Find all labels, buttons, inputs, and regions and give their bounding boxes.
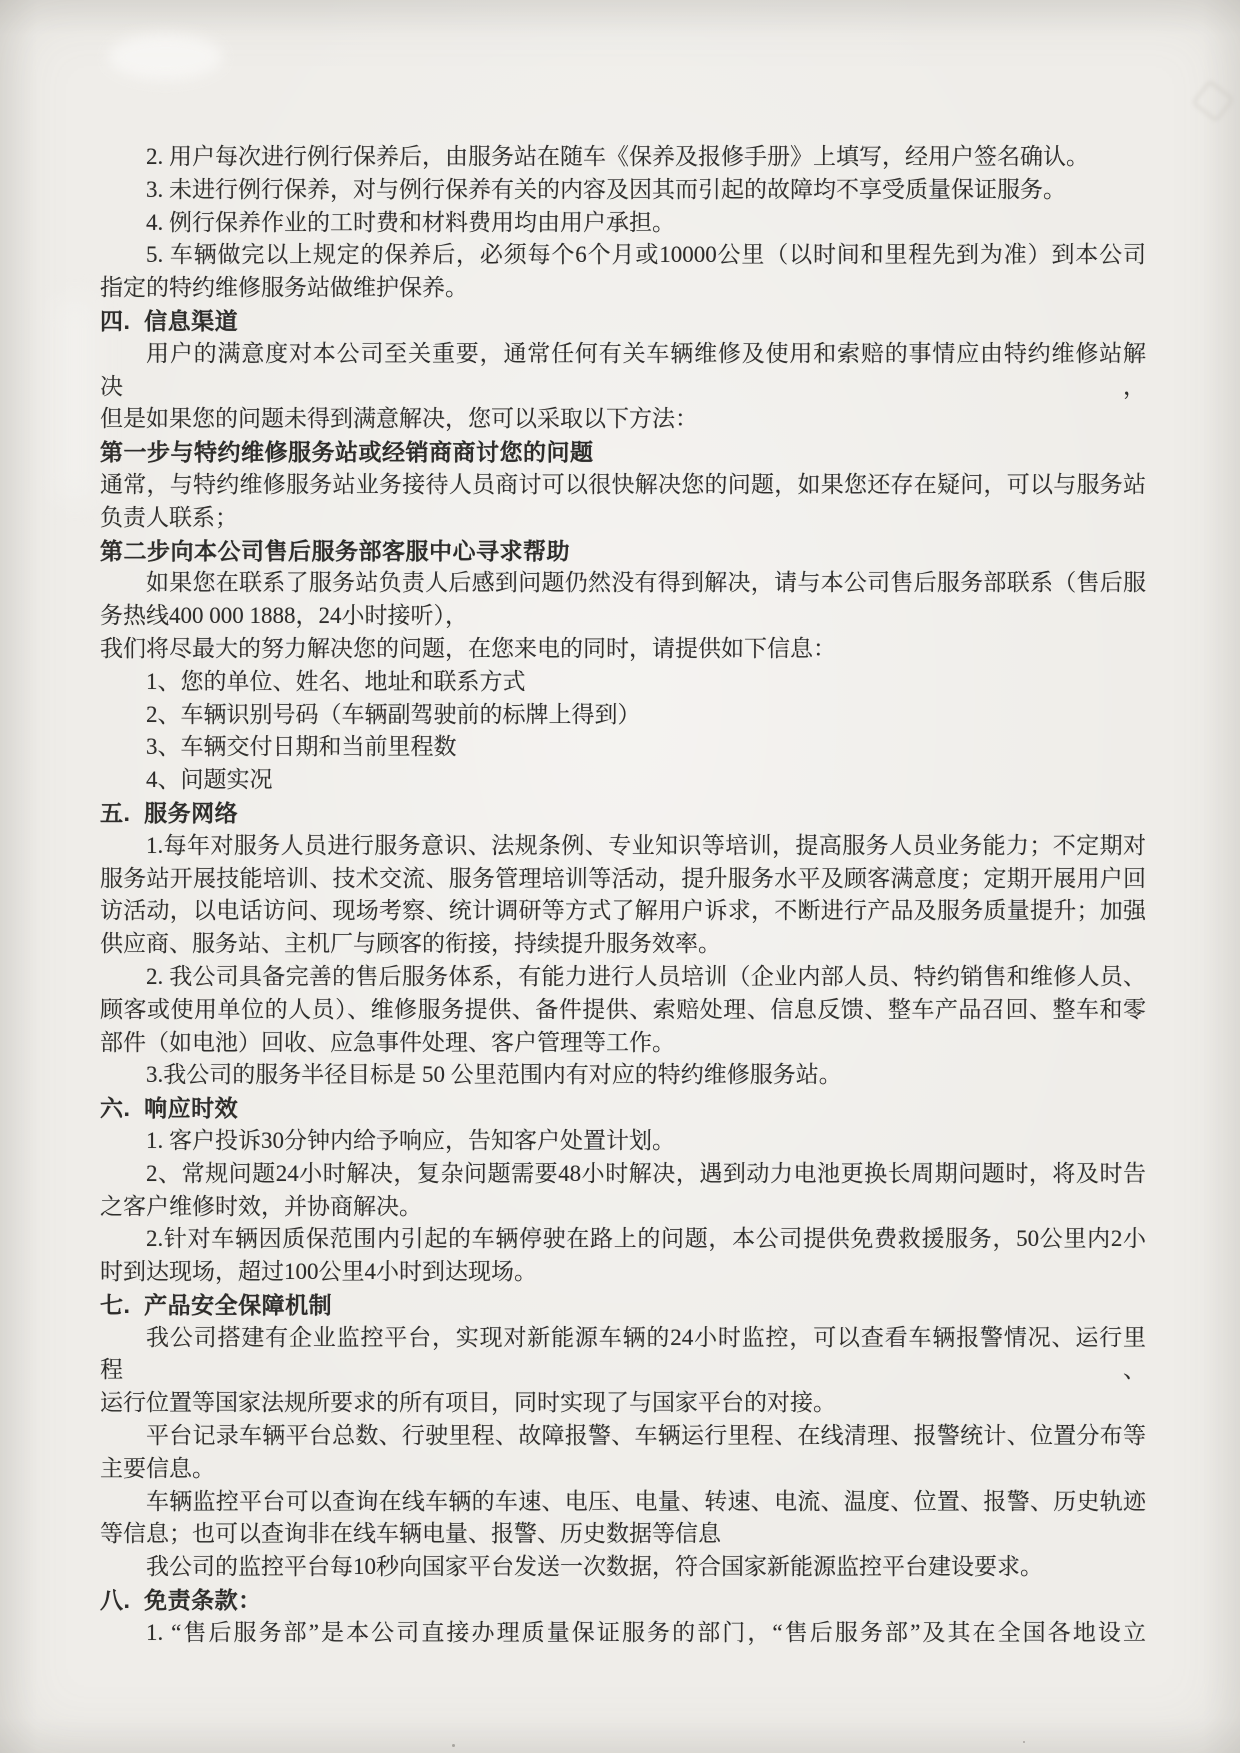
text-line: 3. 未进行例行保养，对与例行保养有关的内容及因其而引起的故障均不享受质量保证服务。 bbox=[146, 176, 1066, 202]
text-line: 2、常规问题24小时解决，复杂问题需要48小时解决，遇到动力电池更换长周期问题时，将及时告 bbox=[146, 1160, 1146, 1186]
text-line: 主要信息。 bbox=[100, 1455, 215, 1481]
text-line: 时到达现场，超过100公里4小时到达现场。 bbox=[100, 1259, 537, 1285]
text-line: 1. 客户投诉30分钟内给予响应，告知客户处置计划。 bbox=[146, 1127, 675, 1153]
heading-step-2: 第二步向本公司售后服务部客服中心寻求帮助 bbox=[100, 537, 570, 564]
text-line: 顾客或使用单位的人员）、维修服务提供、备件提供、索赔处理、信息反馈、整车产品召回、整车和零 bbox=[100, 996, 1146, 1022]
text-line: 之客户维修时效，并协商解决。 bbox=[100, 1193, 422, 1219]
text-line: 车辆监控平台可以查询在线车辆的车速、电压、电量、转速、电流、温度、位置、报警、历史轨迹 bbox=[146, 1488, 1146, 1514]
text-line: 部件（如电池）回收、应急事件处理、客户管理等工作。 bbox=[100, 1029, 675, 1055]
scan-speck-artifact bbox=[452, 1744, 455, 1747]
text-line: 等信息；也可以查询非在线车辆电量、报警、历史数据等信息 bbox=[100, 1521, 721, 1547]
list-item: 4、问题实况 bbox=[146, 767, 273, 793]
scan-smudge-artifact bbox=[108, 34, 223, 80]
text-line: 供应商、服务站、主机厂与顾客的衔接，持续提升服务效率。 bbox=[100, 931, 721, 957]
text-line: 但是如果您的问题未得到满意解决，您可以采取以下方法： bbox=[100, 406, 698, 432]
text-line: 用户的满意度对本公司至关重要，通常任何有关车辆维修及使用和索赔的事情应由特约维修站解决， bbox=[100, 340, 1146, 399]
text-line: 我们将尽最大的努力解决您的问题，在您来电的同时，请提供如下信息： bbox=[100, 635, 836, 661]
heading-section-8-disclaimer: 八. 免责条款： bbox=[100, 1587, 262, 1614]
heading-section-6-response-time: 六. 响应时效 bbox=[100, 1095, 239, 1122]
text-line: 2. 我公司具备完善的售后服务体系，有能力进行人员培训（企业内部人员、特约销售和维修人员、 bbox=[146, 963, 1146, 989]
heading-step-1: 第一步与特约维修服务站或经销商商讨您的问题 bbox=[100, 439, 594, 466]
text-line: 2. 用户每次进行例行保养后，由服务站在随车《保养及报修手册》上填写，经用户签名确认。 bbox=[146, 144, 1089, 169]
text-line: 5. 车辆做完以上规定的保养后，必须每个6个月或10000公里（以时间和里程先到为准）到本公司 bbox=[146, 242, 1146, 268]
text-line: 通常，与特约维修服务站业务接待人员商讨可以很快解决您的问题，如果您还存在疑问，可以与服务站 bbox=[100, 471, 1146, 497]
text-line: 我公司搭建有企业监控平台，实现对新能源车辆的24小时监控，可以查看车辆报警情况、运行里程、 bbox=[100, 1324, 1146, 1383]
list-item: 2、车辆识别号码（车辆副驾驶前的标牌上得到） bbox=[146, 701, 641, 727]
text-line: 务热线400 000 1888，24小时接听）， bbox=[100, 603, 468, 629]
text-line: 负责人联系； bbox=[100, 504, 238, 530]
text-line: 3.我公司的服务半径目标是 50 公里范围内有对应的特约维修服务站。 bbox=[146, 1062, 842, 1088]
list-item: 3、车辆交付日期和当前里程数 bbox=[146, 734, 457, 760]
scan-speck-artifact bbox=[1023, 1741, 1025, 1743]
text-line: 运行位置等国家法规所要求的所有项目，同时实现了与国家平台的对接。 bbox=[100, 1390, 836, 1416]
text-line: 1. “售后服务部”是本公司直接办理质量保证服务的部门，“售后服务部”及其在全国各地设立 bbox=[146, 1619, 1146, 1645]
scan-ghost-mark-artifact bbox=[1191, 79, 1235, 122]
text-line: 指定的特约维修服务站做维护保养。 bbox=[100, 275, 468, 301]
heading-section-4-information-channels: 四. 信息渠道 bbox=[100, 307, 239, 334]
scan-light-streak-artifact bbox=[55, 300, 95, 500]
text-line: 我公司的监控平台每10秒向国家平台发送一次数据，符合国家新能源监控平台建设要求。 bbox=[146, 1554, 1043, 1580]
text-line: 平台记录车辆平台总数、行驶里程、故障报警、车辆运行里程、在线清理、报警统计、位置分布等 bbox=[146, 1423, 1146, 1449]
text-line: 4. 例行保养作业的工时费和材料费用均由用户承担。 bbox=[146, 209, 675, 235]
heading-section-5-service-network: 五. 服务网络 bbox=[100, 799, 239, 826]
list-item: 1、您的单位、姓名、地址和联系方式 bbox=[146, 668, 526, 694]
text-line: 访活动，以电话访问、现场考察、统计调研等方式了解用户诉求，不断进行产品及服务质量提升；加强 bbox=[100, 898, 1146, 924]
text-line: 服务站开展技能培训、技术交流、服务管理培训等活动，提升服务水平及顾客满意度；定期开展用户回 bbox=[100, 865, 1146, 891]
text-line: 如果您在联系了服务站负责人后感到问题仍然没有得到解决，请与本公司售后服务部联系（售后服 bbox=[146, 570, 1146, 596]
heading-section-7-product-safety: 七. 产品安全保障机制 bbox=[100, 1291, 333, 1318]
text-line: 1.每年对服务人员进行服务意识、法规条例、专业知识等培训，提高服务人员业务能力；不定期对 bbox=[146, 832, 1146, 858]
text-line: 2.针对车辆因质保范围内引起的车辆停驶在路上的问题，本公司提供免费救援服务，50公里内2小 bbox=[146, 1226, 1146, 1252]
document-body bbox=[100, 141, 1146, 1650]
